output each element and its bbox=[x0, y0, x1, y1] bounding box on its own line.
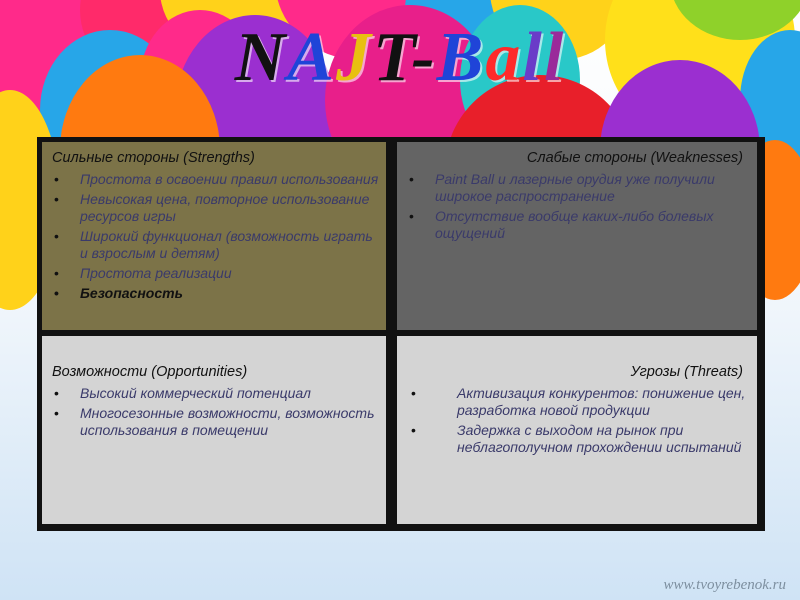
list-item: • Задержка с выходом на рынок при неблагополучном прохождении испытаний bbox=[457, 422, 751, 456]
title-letter: a bbox=[485, 19, 523, 96]
list-item: • Безопасность bbox=[80, 285, 380, 302]
title-letter: A bbox=[287, 19, 336, 96]
title-letter: B bbox=[436, 19, 486, 96]
threats-cell bbox=[397, 336, 757, 524]
list-item: • Отсутствие вообще каких-либо болевых ощущений bbox=[435, 208, 751, 242]
list-item: • Невысокая цена, повторное использование ресурсов игры bbox=[80, 191, 380, 225]
title-letter: J bbox=[336, 19, 373, 96]
opportunities-cell bbox=[42, 336, 386, 524]
list-item: • Активизация конкурентов: понижение цен, разработка новой продукции bbox=[457, 385, 751, 419]
title-letter: l bbox=[543, 19, 566, 96]
list-item: • Простота реализации bbox=[80, 265, 380, 282]
swot-table bbox=[37, 137, 765, 531]
page-title bbox=[0, 18, 800, 98]
threats-heading: Угрозы (Threats) bbox=[630, 364, 743, 380]
title-letter: N bbox=[234, 19, 288, 96]
list-item: • Широкий функционал (возможность играть и взрослым и детям) bbox=[80, 228, 380, 262]
list-item: • Простота в освоении правил использования bbox=[80, 171, 380, 188]
title-letter: l bbox=[522, 19, 544, 96]
strengths-list bbox=[52, 171, 380, 302]
list-item: • Высокий коммерческий потенциал bbox=[80, 385, 380, 402]
threats-list bbox=[407, 385, 751, 456]
title-letter: - bbox=[411, 19, 437, 96]
weaknesses-cell bbox=[397, 142, 757, 330]
weaknesses-heading: Слабые стороны (Weaknesses) bbox=[526, 150, 743, 166]
weaknesses-list bbox=[407, 171, 751, 242]
watermark-url: www.tvoyrebenok.ru bbox=[663, 577, 786, 593]
strengths-cell bbox=[42, 142, 386, 330]
list-item: • Paint Ball и лазерные орудия уже получили широкое распространение bbox=[435, 171, 751, 205]
opportunities-heading: Возможности (Opportunities) bbox=[52, 364, 248, 380]
strengths-heading: Сильные стороны (Strengths) bbox=[52, 150, 255, 166]
list-item: • Многосезонные возможности, возможность использования в помещении bbox=[80, 405, 380, 439]
opportunities-list bbox=[52, 385, 380, 439]
title-letter: T bbox=[373, 19, 412, 96]
